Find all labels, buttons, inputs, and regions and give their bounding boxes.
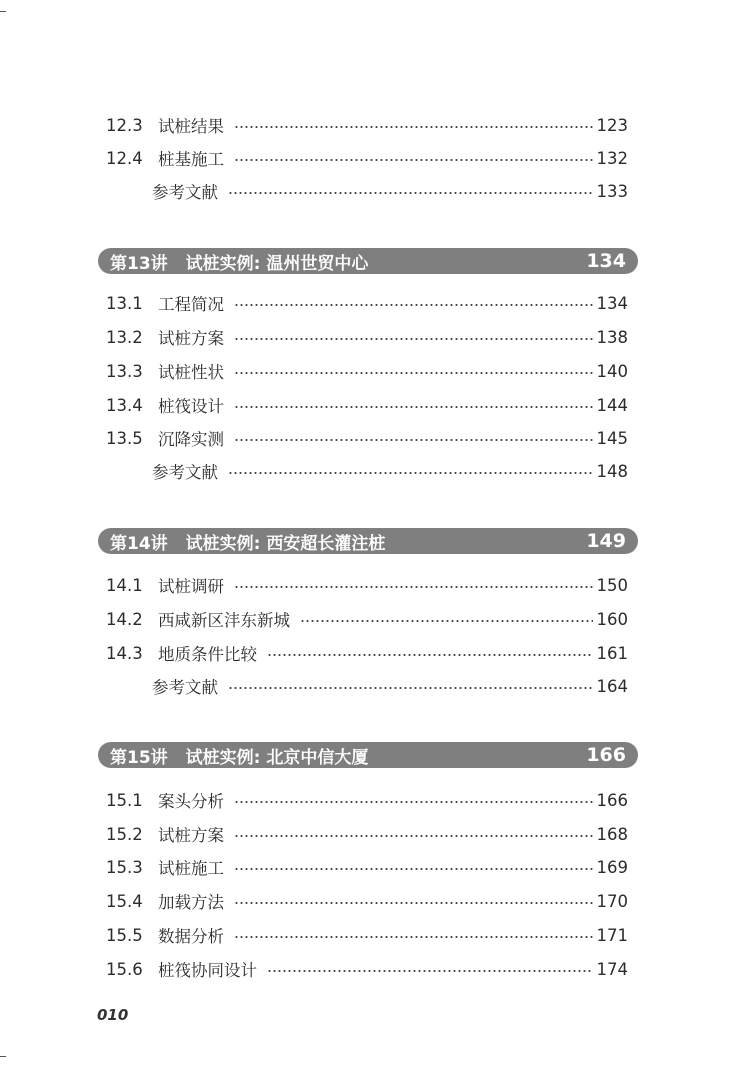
entry-page: 160 (596, 609, 628, 629)
entry-number: 15.2 (106, 824, 143, 844)
entry-page: 144 (596, 395, 628, 415)
entry-number: 15.5 (106, 925, 143, 945)
entry-number: 15.6 (106, 959, 143, 979)
dot-leader (234, 835, 593, 837)
entry-title: 地质条件比较 (158, 645, 257, 664)
entry-number: 13.4 (106, 395, 143, 415)
toc-entry[interactable] (106, 143, 628, 173)
entry-title: 参考文献 (152, 183, 218, 202)
dot-leader (234, 902, 593, 904)
entry-page: 170 (596, 891, 628, 911)
entry-title: 试桩方案 (158, 826, 224, 845)
toc-entry[interactable] (106, 638, 628, 668)
dot-leader (228, 472, 593, 474)
entry-title: 试桩调研 (158, 577, 224, 596)
entry-page: 132 (596, 148, 628, 168)
page-folio: 010 (97, 1006, 129, 1024)
entry-page: 134 (596, 293, 628, 313)
dot-leader (234, 439, 593, 441)
toc-entry[interactable] (106, 423, 628, 453)
dot-leader (234, 936, 593, 938)
crop-mark-bottom (0, 1056, 6, 1057)
chapter-header[interactable] (98, 248, 638, 274)
chapter-title: 试桩实例: 北京中信大厦 (185, 747, 369, 768)
chapter-label: 第15讲 (110, 747, 168, 768)
entry-page: 171 (596, 925, 628, 945)
entry-number: 14.3 (106, 643, 143, 663)
chapter-page: 149 (586, 530, 626, 552)
chapter-label: 第14讲 (110, 533, 168, 554)
entry-page: 166 (596, 790, 628, 810)
entry-title: 试桩结果 (158, 117, 224, 136)
dot-leader (300, 620, 593, 622)
toc-entry[interactable] (106, 570, 628, 600)
entry-page: 169 (596, 857, 628, 877)
entry-number: 13.3 (106, 361, 143, 381)
entry-number: 15.4 (106, 891, 143, 911)
chapter-label: 第13讲 (110, 253, 168, 274)
dot-leader (267, 970, 593, 972)
entry-title: 试桩性状 (158, 363, 224, 382)
dot-leader (234, 159, 593, 161)
entry-title: 桩筏协同设计 (158, 961, 257, 980)
entry-page: 161 (596, 643, 628, 663)
chapter-header[interactable] (98, 742, 638, 768)
entry-number: 13.1 (106, 293, 143, 313)
entry-number: 12.3 (106, 115, 143, 135)
dot-leader (234, 868, 593, 870)
entry-page: 164 (596, 676, 628, 696)
entry-page: 150 (596, 575, 628, 595)
toc-entry[interactable] (106, 322, 628, 352)
entry-title: 桩基施工 (158, 150, 224, 169)
entry-number: 13.5 (106, 428, 143, 448)
entry-page: 148 (596, 461, 628, 481)
dot-leader (234, 126, 593, 128)
toc-entry[interactable] (106, 390, 628, 420)
entry-number: 13.2 (106, 327, 143, 347)
entry-number: 14.1 (106, 575, 143, 595)
chapter-header[interactable] (98, 528, 638, 554)
entry-title: 工程简况 (158, 295, 224, 314)
entry-page: 133 (596, 181, 628, 201)
entry-page: 174 (596, 959, 628, 979)
toc-entry[interactable] (106, 604, 628, 634)
entry-title: 参考文献 (152, 678, 218, 697)
entry-title: 桩筏设计 (158, 397, 224, 416)
chapter-page: 134 (586, 250, 626, 272)
crop-mark-top (0, 11, 6, 12)
toc-entry-references[interactable] (106, 671, 628, 701)
dot-leader (234, 801, 593, 803)
toc-entry[interactable] (106, 920, 628, 950)
dot-leader (234, 406, 593, 408)
entry-page: 140 (596, 361, 628, 381)
dot-leader (228, 192, 593, 194)
dot-leader (234, 372, 593, 374)
entry-page: 138 (596, 327, 628, 347)
toc-entry[interactable] (106, 852, 628, 882)
dot-leader (267, 654, 593, 656)
toc-entry[interactable] (106, 886, 628, 916)
toc-entry[interactable] (106, 288, 628, 318)
entry-title: 沉降实测 (158, 430, 224, 449)
entry-page: 123 (596, 115, 628, 135)
toc-entry[interactable] (106, 356, 628, 386)
entry-title: 试桩施工 (158, 859, 224, 878)
entry-page: 168 (596, 824, 628, 844)
entry-number: 14.2 (106, 609, 143, 629)
chapter-title: 试桩实例: 西安超长灌注桩 (185, 533, 386, 554)
toc-entry[interactable] (106, 110, 628, 140)
entry-number: 15.1 (106, 790, 143, 810)
entry-title: 西咸新区沣东新城 (158, 611, 290, 630)
dot-leader (234, 586, 593, 588)
chapter-title: 试桩实例: 温州世贸中心 (185, 253, 369, 274)
toc-entry[interactable] (106, 819, 628, 849)
toc-entry-references[interactable] (106, 176, 628, 206)
entry-page: 145 (596, 428, 628, 448)
toc-entry[interactable] (106, 954, 628, 984)
entry-title: 案头分析 (158, 792, 224, 811)
dot-leader (234, 338, 593, 340)
entry-number: 12.4 (106, 148, 143, 168)
entry-title: 数据分析 (158, 927, 224, 946)
entry-number: 15.3 (106, 857, 143, 877)
toc-entry-references[interactable] (106, 456, 628, 486)
dot-leader (234, 304, 593, 306)
dot-leader (228, 687, 593, 689)
toc-entry[interactable] (106, 785, 628, 815)
chapter-page: 166 (586, 744, 626, 766)
entry-title: 参考文献 (152, 463, 218, 482)
entry-title: 试桩方案 (158, 329, 224, 348)
entry-title: 加载方法 (158, 893, 224, 912)
